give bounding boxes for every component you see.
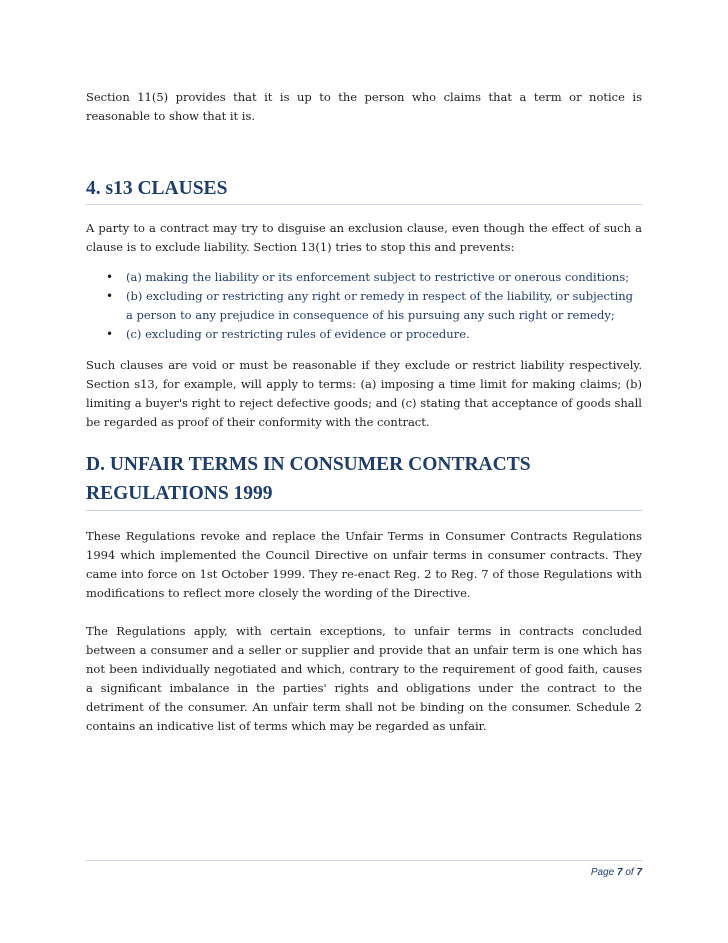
footer-current-page: 7 bbox=[616, 867, 623, 878]
section-heading-s13-clauses: 4. s13 CLAUSES bbox=[86, 176, 642, 205]
regulations-paragraph-1: These Regulations revoke and replace the Unfair Terms in Consumer Contracts Regulations 1994 which implemented the Council Directive on unfair terms in consumer contracts. They came into force on 1st October 1999. They re-enact Reg. 2 to Reg. 7 of those Regulations with modifications to reflect more closely the wording of the Directive. bbox=[86, 529, 642, 600]
s13-closing-paragraph: Such clauses are void or must be reasonable if they exclude or restrict liability respectively. Section s13, for example, will apply to terms: (a) imposing a time limit for making claims; (b) limiting a buyer's right to reject defective goods; and (c) stating that acceptance of goods shall be regarded as proof of their conformity with the contract. bbox=[86, 358, 642, 429]
list-item bbox=[106, 268, 642, 287]
footer-of-word: of bbox=[625, 867, 634, 878]
bullet-icon: • bbox=[106, 289, 114, 303]
intro-paragraph: Section 11(5) provides that it is up to the person who claims that a term or notice is reasonable to show that it is. bbox=[86, 90, 642, 123]
list-item-text: (a) making the liability or its enforcement subject to restrictive or onerous conditions; bbox=[126, 270, 630, 284]
list-item-text: (b) excluding or restricting any right or remedy in respect of the liability, or subjecting a person to any prejudice in consequence of his pursuing any such right or remedy; bbox=[126, 289, 634, 322]
footer-total-pages: 7 bbox=[636, 867, 642, 878]
list-item bbox=[106, 325, 642, 344]
page-footer bbox=[86, 860, 642, 878]
bullet-icon: • bbox=[106, 270, 114, 284]
list-item bbox=[106, 287, 642, 325]
regulations-paragraph-2: The Regulations apply, with certain exceptions, to unfair terms in contracts concluded between a consumer and a seller or supplier and provide that an unfair term is one which has not been individually negotiated and which, contrary to the requirement of good faith, causes a significant imbalance in the parties' rights and obligations under the contract to the detriment of the consumer. An unfair term shall not be binding on the consumer. Schedule 2 contains an indicative list of terms which may be regarded as unfair. bbox=[86, 624, 642, 733]
s13-bullet-list bbox=[86, 268, 642, 344]
s13-intro-paragraph: A party to a contract may try to disguise an exclusion clause, even though the effect of such a clause is to exclude liability. Section 13(1) tries to stop this and prevents: bbox=[86, 221, 642, 254]
list-item-text: (c) excluding or restricting rules of evidence or procedure. bbox=[126, 327, 470, 341]
bullet-icon: • bbox=[106, 327, 114, 341]
footer-page-word: Page bbox=[590, 867, 615, 878]
section-heading-unfair-terms: D. UNFAIR TERMS IN CONSUMER CONTRACTS REGULATIONS 1999 bbox=[86, 450, 642, 511]
